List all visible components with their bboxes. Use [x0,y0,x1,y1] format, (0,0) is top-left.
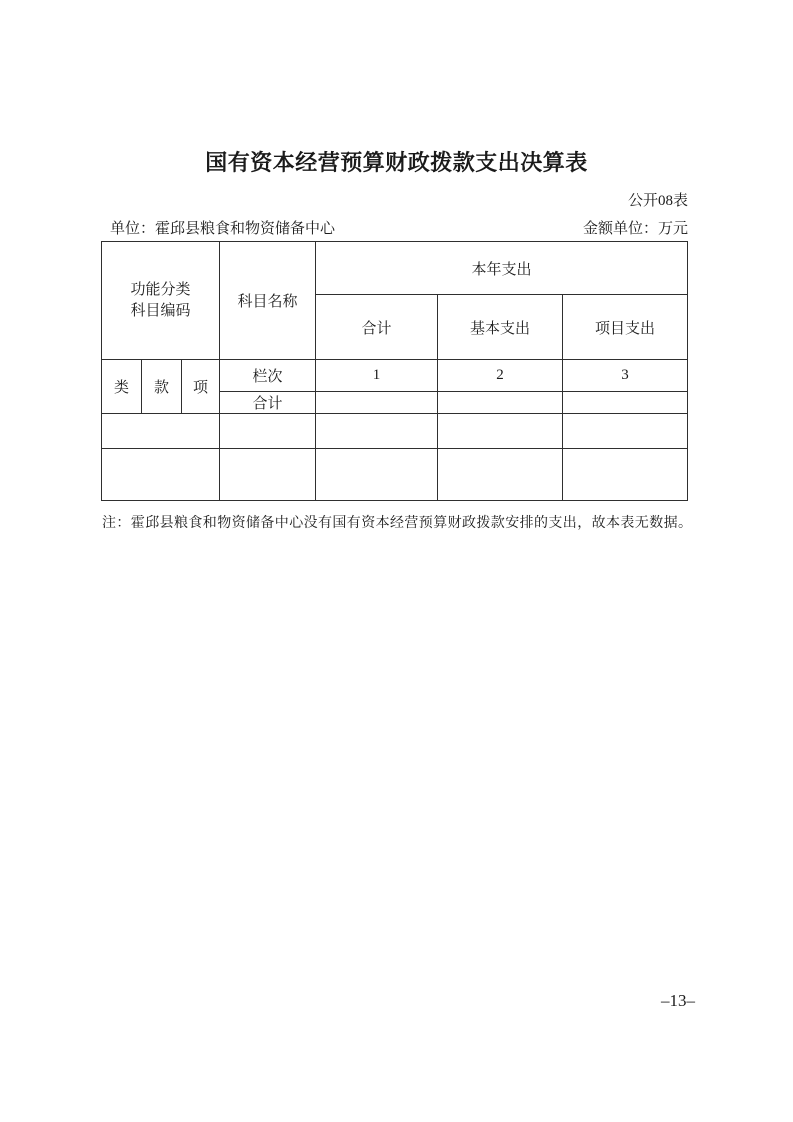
header-functional-code [102,242,220,360]
total-row-label: 合计 [220,392,316,414]
table-cell-empty [316,392,438,414]
column-index-2: 2 [438,360,563,392]
table-cell-empty [102,414,220,449]
functional-code-line2: 科目编码 [130,302,191,319]
table-cell-empty [316,414,438,449]
header-current-year-expenditure: 本年支出 [316,242,688,295]
header-row-1 [102,242,688,295]
table-cell-empty [563,449,688,501]
functional-code-line1: 功能分类 [130,281,191,298]
sub-header-class: 类 [102,360,142,414]
empty-data-row [102,449,688,501]
table-cell-empty [563,392,688,414]
header-total: 合计 [316,295,438,360]
unit-name-label: 单位：霍邱县粮食和物资储备中心 [110,221,336,237]
header-basic-expenditure: 基本支出 [438,295,563,360]
table-cell-empty [316,449,438,501]
table-cell-empty [438,392,563,414]
table-cell-empty [102,449,220,501]
column-index-1: 1 [316,360,438,392]
form-code-label: 公开08表 [627,193,688,209]
footnote: 注：霍邱县粮食和物资储备中心没有国有资本经营预算财政拨款安排的支出，故本表无数据。 [102,516,693,531]
table-cell-empty [438,414,563,449]
header-subject-name: 科目名称 [220,242,316,360]
amount-unit-label: 金额单位：万元 [582,221,688,237]
empty-data-row [102,414,688,449]
page-title: 国有资本经营预算财政拨款支出决算表 [205,150,588,175]
header-project-expenditure: 项目支出 [563,295,688,360]
page-number: –13– [661,991,695,1010]
sub-header-item: 项 [182,360,220,414]
table-cell-empty [438,449,563,501]
column-index-3: 3 [563,360,688,392]
sub-header-row [102,360,688,392]
sub-header-section: 款 [142,360,182,414]
table-cell-empty [220,449,316,501]
table-cell-empty [563,414,688,449]
column-index-label: 栏次 [220,360,316,392]
expenditure-table [101,241,688,501]
table-cell-empty [220,414,316,449]
